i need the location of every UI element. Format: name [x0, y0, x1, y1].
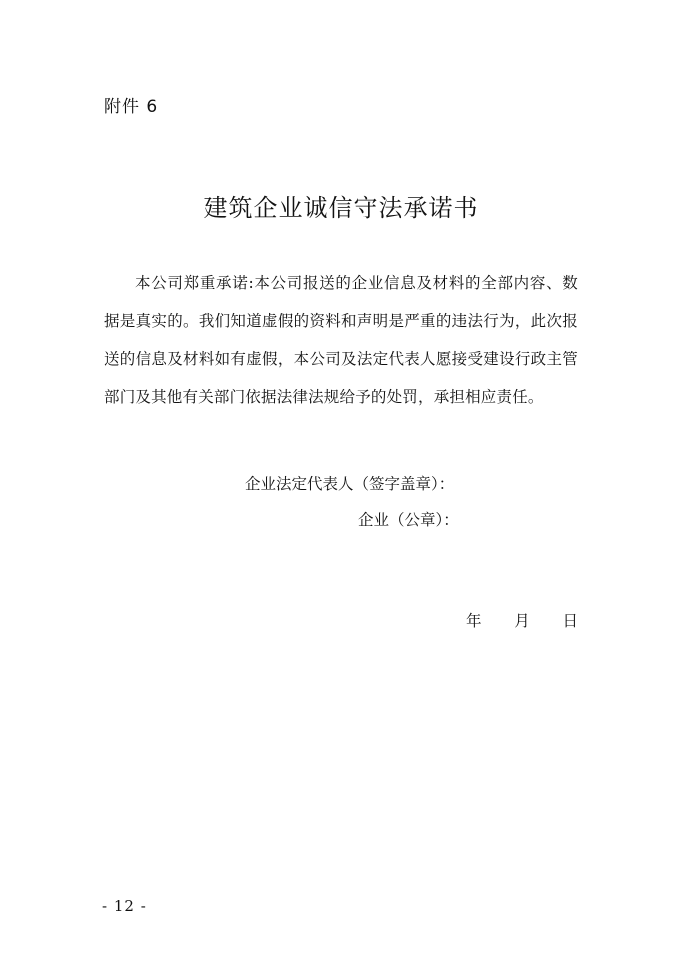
page-title: 建筑企业诚信守法承诺书 [203, 194, 479, 222]
date-row [466, 609, 578, 631]
date-month-label: 月 [514, 612, 530, 630]
company-seal-label: 企业（公章）： [358, 511, 459, 529]
attachment-label: 附件 6 [104, 97, 159, 117]
commitment-paragraph: 本公司郑重承诺:本公司报送的企业信息及材料的全部内容、数据是真实的。我们知道虚假的资料和声明是严重的违法行为，此次报送的信息及材料如有虚假，本公司及法定代表人愿接受建设行政主管部门及其他有关部门依据法律法规给予的处罚，承担相应责任。 [104, 274, 578, 406]
date-year-label: 年 [466, 612, 482, 630]
date-day-label: 日 [562, 612, 578, 630]
page-number: - 12 - [102, 897, 147, 915]
legal-representative-signature-label: 企业法定代表人（签字盖章）： [245, 475, 455, 493]
